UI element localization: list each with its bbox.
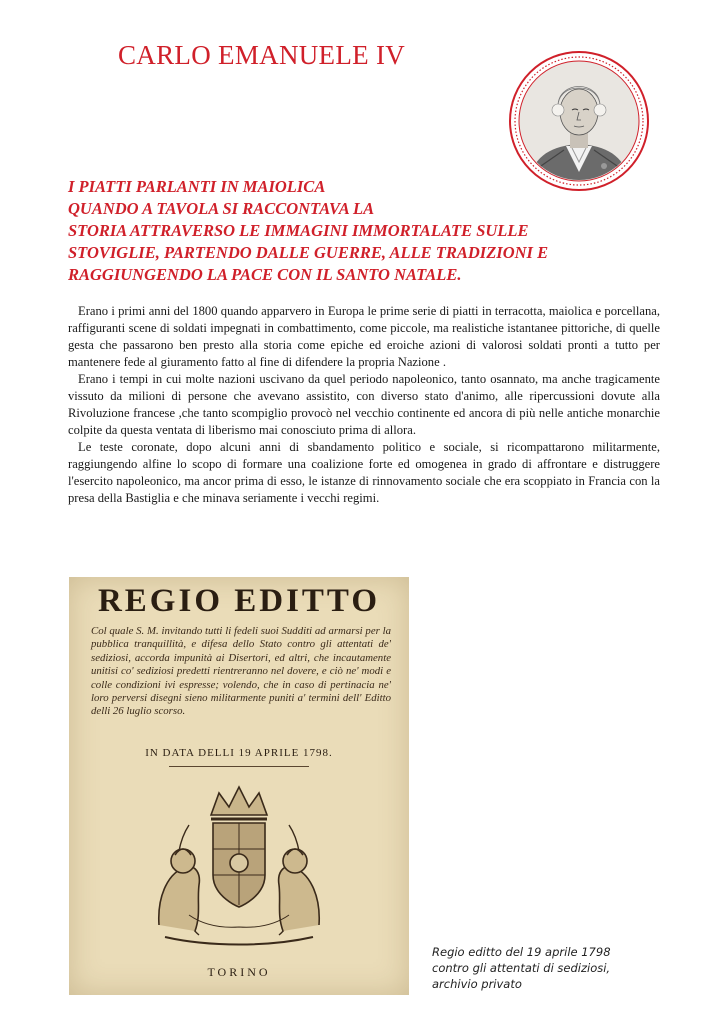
body-paragraph: Erano i primi anni del 1800 quando apparvero in Europa le prime serie di piatti in terracotta, maiolica e porcellana, raffiguranti scene di soldati impegnati in combattimento, come piccole, ma realistiche istantanee pittoriche, di quelle gesta che passarono ben presto alla storia come epiche ed eroiche azioni di valorosi soldati pronti a tutto per mantenere fede al giuramento fatto al fine di difendere la propria Nazione . xyxy=(68,304,660,369)
portrait-medallion xyxy=(508,50,650,192)
headline-line: STORIA ATTRAVERSO LE IMMAGINI IMMORTALATE SULLE xyxy=(68,221,529,240)
caption-line: Regio editto del 19 aprile 1798 xyxy=(432,945,611,959)
body-paragraph: Le teste coronate, dopo alcuni anni di sbandamento politico e sociale, si ricompattarono militarmente, raggiungendo alfine lo scopo di formare una coalizione forte ed omogenea in grado di affrontare e distruggere l'esercito napoleonico, ma ancor prima di esso, le istanze di rinnovamento sociale che era scoppiato in Francia con la presa della Bastiglia e che minava seriamente i vecchi regimi. xyxy=(68,440,660,505)
caption-line: archivio privato xyxy=(432,977,522,991)
coat-of-arms-icon xyxy=(129,775,349,955)
caption-line: contro gli attentati di sediziosi, xyxy=(432,961,611,975)
edict-date-rule xyxy=(169,766,309,767)
page-title: CARLO EMANUELE IV xyxy=(118,40,406,70)
portrait-medallion-icon xyxy=(508,50,650,192)
image-caption xyxy=(432,944,652,992)
headline xyxy=(68,176,668,286)
headline-line: I PIATTI PARLANTI IN MAIOLICA xyxy=(68,177,326,196)
headline-line: STOVIGLIE, PARTENDO DALLE GUERRE, ALLE TRADIZIONI E xyxy=(68,243,549,262)
edict-city: TORINO xyxy=(207,965,271,979)
edict-title: REGIO EDITTO xyxy=(97,583,381,619)
headline-line: RAGGIUNGENDO LA PACE CON IL SANTO NATALE. xyxy=(68,265,462,284)
headline-line: QUANDO A TAVOLA SI RACCONTAVA LA xyxy=(68,199,375,218)
article-body xyxy=(68,303,660,507)
body-paragraph: Erano i tempi in cui molte nazioni uscivano da quel periodo napoleonico, tanto osannato, ma anche tragicamente vissuto da milioni di persone che avevano assistito, con diverso stato d'animo, alle ripercussioni dovute alla Rivoluzione francese ,che tanto scompiglio provocò nel vecchio continente ed ancora di più nelle antiche monarchie colpite da questa ventata di liberismo mai conosciuto prima di allora. xyxy=(68,372,660,437)
edict-text: Col quale S. M. invitando tutti li fedeli suoi Sudditi ad armarsi per la pubblica tranquillità, e difesa dello Stato contro gli attentati de' sediziosi, accorda impunità ai Disertori, ed altri, che incautamente unitisi co' sediziosi predetti rientreranno nel dovere, e ciò ne' modi e colle condizioni ivi espresse; volendo, che in caso di pertinacia ne' loro perversi disegni sieno militarmente puniti a' termini dell' Editto delli 26 luglio scorso. xyxy=(91,625,391,718)
edict-date: IN DATA DELLI 19 APRILE 1798. xyxy=(145,747,333,759)
edict-image xyxy=(69,577,409,995)
